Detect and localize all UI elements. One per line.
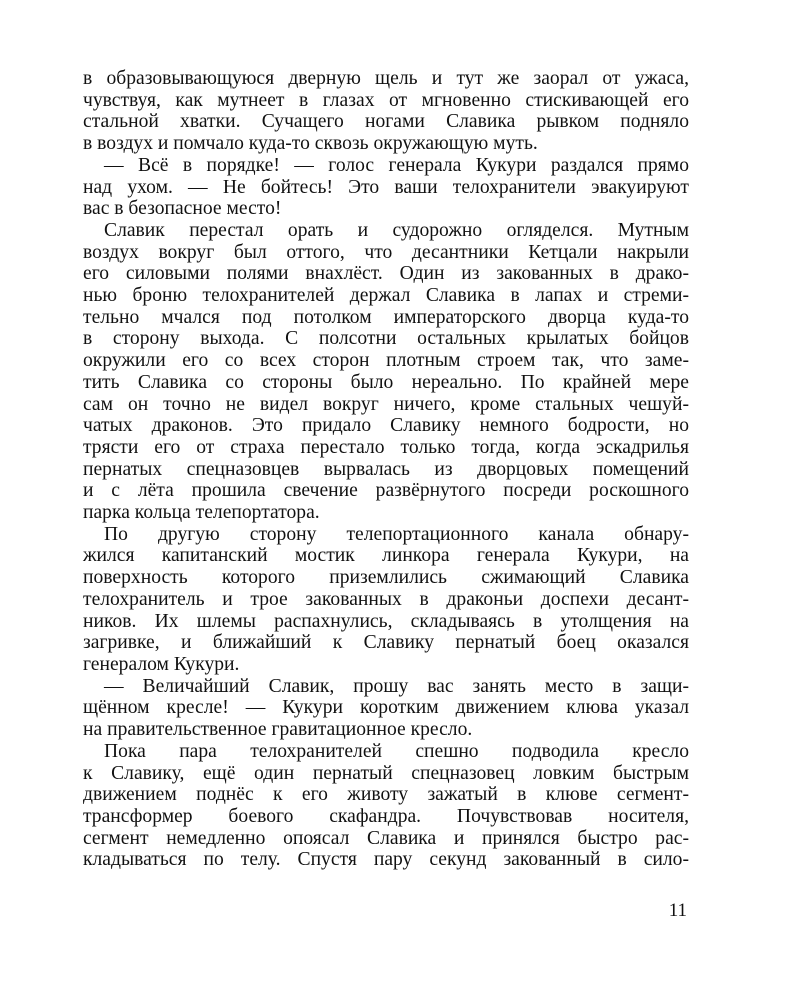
text-line: в образовывающуюся дверную щель и тут же заорал от ужаса, bbox=[83, 68, 689, 89]
text-line: Пока пара телохранителей спешно подводила кресло bbox=[104, 740, 689, 762]
text-line: тельно мчался под потолком императорского дворца куда-то bbox=[83, 306, 689, 328]
text-line: окружили его со всех сторон плотным строем так, что заме- bbox=[83, 350, 689, 372]
text-line: жился капитанский мостик линкора генерала Кукури, на bbox=[83, 545, 689, 567]
paragraph-2 bbox=[83, 155, 689, 220]
text-line: сегмент немедленно опоясал Славика и принялся быстро рас- bbox=[83, 827, 689, 849]
text-line: движением поднёс к его животу зажатый в клюве сегмент- bbox=[83, 784, 689, 806]
text-line: на правительственное гравитационное кресло. bbox=[83, 719, 473, 741]
text-line: кладываться по телу. Спустя пару секунд закованный в сило- bbox=[83, 849, 689, 871]
text-line: пернатых спецназовцев вырвалась из дворцовых помещений bbox=[83, 458, 689, 480]
text-line: — Всё в порядке! — голос генерала Кукури раздался прямо bbox=[104, 154, 689, 176]
text-line: трясти его от страха перестало только тогда, когда эскадрилья bbox=[83, 436, 689, 458]
text-line: стальной хватки. Сучащего ногами Славика рывком подняло bbox=[83, 111, 689, 133]
text-line: По другую сторону телепортационного канала обнару- bbox=[104, 523, 689, 545]
text-line: сам он точно не видел вокруг ничего, кроме стальных чешуй- bbox=[83, 393, 689, 415]
page-number: 11 bbox=[668, 900, 687, 921]
text-line: парка кольца телепортатора. bbox=[83, 502, 320, 524]
text-line: нью броню телохранителей держал Славика в лапах и стреми- bbox=[83, 285, 689, 307]
text-line: ников. Их шлемы распахнулись, складываясь в утолщения на bbox=[83, 610, 689, 632]
text-line: телохранитель и трое закованных в драконьи доспехи десант- bbox=[83, 588, 689, 610]
text-line: вас в безопасное место! bbox=[83, 198, 282, 220]
text-line: загривке, и ближайший к Славику пернатый боец оказался bbox=[83, 632, 689, 654]
page-body bbox=[83, 68, 689, 871]
paragraph-1 bbox=[83, 68, 689, 155]
paragraph-3 bbox=[83, 220, 689, 524]
text-line: и с лёта прошила свечение развёрнутого посреди роскошного bbox=[83, 480, 689, 502]
text-line: щённом кресле! — Кукури коротким движением клюва указал bbox=[83, 697, 689, 719]
text-line: над ухом. — Не бойтесь! Это ваши телохранители эвакуируют bbox=[83, 176, 689, 198]
text-line: его силовыми полями внахлёст. Один из закованных в драко- bbox=[83, 263, 689, 285]
text-line: — Величайший Славик, прошу вас занять место в защи- bbox=[104, 675, 689, 697]
text-line: тить Славика со стороны было нереально. По крайней мере bbox=[83, 371, 689, 393]
paragraph-6 bbox=[83, 741, 689, 871]
text-line: чувствуя, как мутнеет в глазах от мгновенно стискивающей его bbox=[83, 89, 689, 111]
text-line: в воздух и помчало куда-то сквозь окружающую муть. bbox=[83, 133, 538, 155]
text-line: трансформер боевого скафандра. Почувствовав носителя, bbox=[83, 805, 689, 827]
text-line: в сторону выхода. С полсотни остальных крылатых бойцов bbox=[83, 328, 689, 350]
text-line: поверхность которого приземлились сжимающий Славика bbox=[83, 567, 689, 589]
text-line: генералом Кукури. bbox=[83, 653, 240, 675]
paragraph-5 bbox=[83, 676, 689, 741]
paragraph-4 bbox=[83, 524, 689, 676]
text-line: воздух вокруг был оттого, что десантники Кетцали накрыли bbox=[83, 241, 689, 263]
text-line: Славик перестал орать и судорожно огляделся. Мутным bbox=[104, 219, 689, 241]
text-line: чатых драконов. Это придало Славику немного бодрости, но bbox=[83, 415, 689, 437]
text-line: к Славику, ещё один пернатый спецназовец ловким быстрым bbox=[83, 762, 689, 784]
